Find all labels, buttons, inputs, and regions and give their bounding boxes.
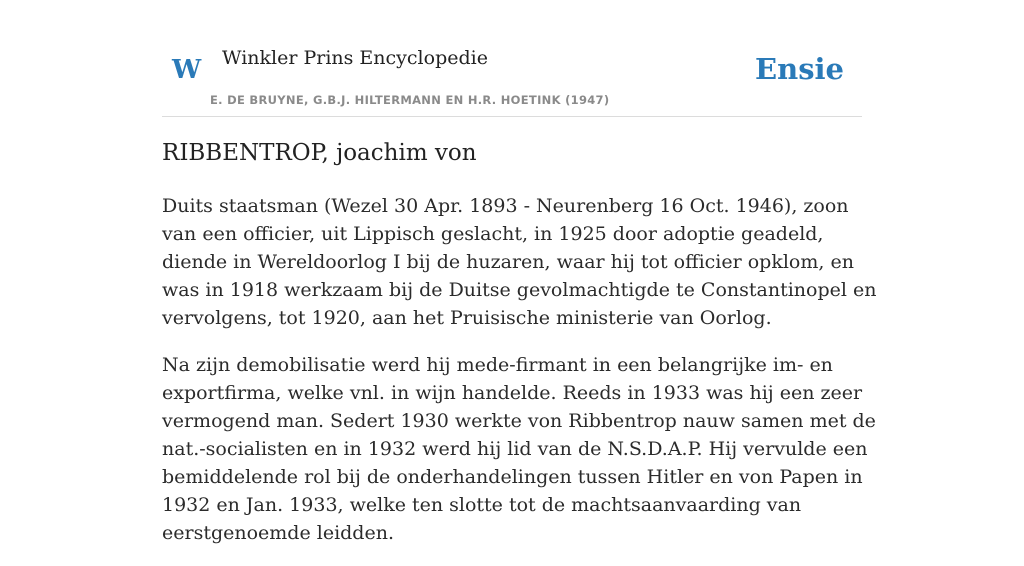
source-title-link[interactable]: Winkler Prins Encyclopedie (222, 47, 488, 69)
source-logo-icon[interactable]: W (172, 55, 202, 85)
source-byline: E. DE BRUYNE, G.B.J. HILTERMANN EN H.R. HOETINK (1947) (210, 93, 610, 107)
article-body (162, 192, 882, 566)
ensie-logo-link[interactable]: Ensie (755, 52, 844, 86)
site-header (162, 40, 862, 117)
article-title: RIBBENTROP, joachim von (162, 140, 477, 166)
article-paragraph: Duits staatsman (Wezel 30 Apr. 1893 - Neurenberg 16 Oct. 1946), zoon van een officier, uit Lippisch geslacht, in 1925 door adoptie geadeld, diende in Wereldoorlog I bij de huzaren, waar hij tot officier opklom, en was in 1918 werkzaam bij de Duitse gevolmachtigde te Constantinopel en vervolgens, tot 1920, aan het Pruisische ministerie van Oorlog. (162, 195, 877, 329)
article-paragraph: Na zijn demobilisatie werd hij mede-firmant in een belangrijke im- en exportfirma, welke vnl. in wijn handelde. Reeds in 1933 was hij een zeer vermogend man. Sedert 1930 werkte von Ribbentrop nauw samen met de nat.-socialisten en in 1932 werd hij lid van de N.S.D.A.P. Hij vervulde een bemiddelende rol bij de onderhandelingen tussen Hitler en von Papen in 1932 en Jan. 1933, welke ten slotte tot de machtsaanvaarding van eerstgenoemde leidden. (162, 354, 876, 544)
